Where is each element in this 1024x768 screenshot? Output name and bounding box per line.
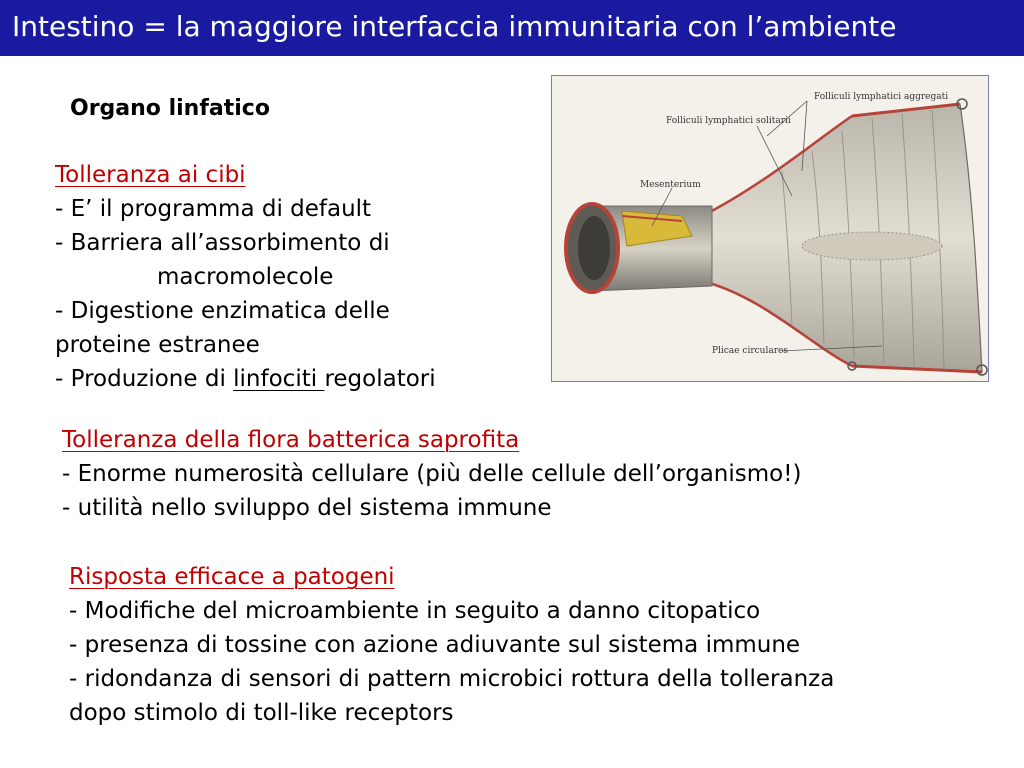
bullet-ridondanza: - ridondanza di sensori di pattern microbici rottura della tolleranza	[69, 666, 835, 692]
produzione-prefix: - Produzione di	[55, 366, 234, 392]
bullet-digestione: - Digestione enzimatica delle	[55, 298, 390, 324]
bullet-tossine: - presenza di tossine con azione adiuvante sul sistema immune	[69, 632, 801, 658]
bullet-utilita: - utilità nello sviluppo del sistema immune	[62, 495, 552, 521]
heading-tolleranza-cibi: Tolleranza ai cibi	[55, 162, 246, 188]
produzione-suffix: regolatori	[324, 366, 436, 392]
label-folliculi-aggregati: Folliculi lymphatici aggregati	[814, 92, 949, 102]
title-bar	[0, 0, 1024, 56]
label-folliculi-solitarii: Folliculi lymphatici solitarii	[666, 116, 791, 126]
bullet-barriera: - Barriera all’assorbimento di	[55, 230, 390, 256]
intestine-illustration	[551, 75, 989, 382]
page-title: Intestino = la maggiore interfaccia immunitaria con l’ambiente	[12, 10, 897, 43]
bullet-numerosita: - Enorme numerosità cellulare (più delle cellule dell’organismo!)	[62, 461, 802, 487]
heading-flora-batterica: Tolleranza della flora batterica saprofita	[62, 427, 520, 453]
bullet-digestione-cont: proteine estranee	[55, 332, 260, 358]
section-subtitle: Organo linfatico	[70, 96, 270, 121]
bullet-barriera-cont: macromolecole	[157, 264, 334, 290]
label-plicae-circulares: Plicae circulares	[712, 346, 788, 356]
bullet-programma-default: - E’ il programma di default	[55, 196, 372, 222]
linfociti-link: linfociti	[233, 366, 325, 392]
label-mesenterium: Mesenterium	[640, 180, 701, 190]
heading-risposta-patogeni: Risposta efficace a patogeni	[69, 564, 395, 590]
bullet-modifiche: - Modifiche del microambiente in seguito a danno citopatico	[69, 598, 761, 624]
bullet-ridondanza-cont: dopo stimolo di toll-like receptors	[69, 700, 454, 726]
bullet-produzione	[55, 362, 436, 396]
